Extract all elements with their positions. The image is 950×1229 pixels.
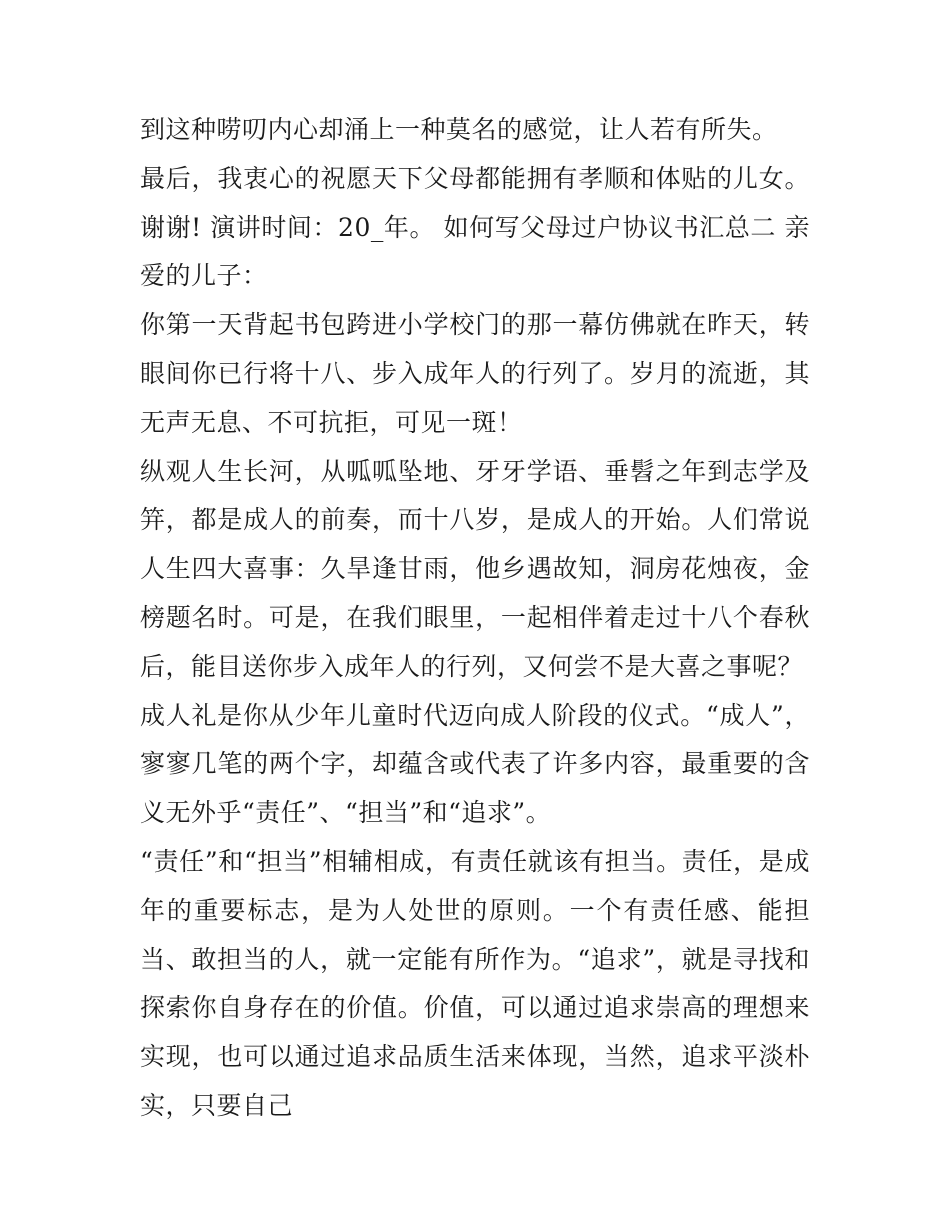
paragraph-4: 纵观人生长河，从呱呱坠地、牙牙学语、垂髫之年到志学及笄，都是成人的前奏，而十八岁，是成人的开始。人们常说人生四大喜事：久旱逢甘雨，他乡遇故知，洞房花烛夜，金榜题名时。可是，在我们眼里，一起相伴着走过十八个春秋后，能目送你步入成年人的行列，又何尝不是大喜之事呢？ — [140, 456, 810, 681]
paragraph-6: “责任”和“担当”相辅相成，有责任就该有担当。责任，是成年的重要标志，是为人处世的原则。一个有责任感、能担当、敢担当的人，就一定能有所作为。“追求”，就是寻找和探索你自身存在的价值。价值，可以通过追求崇高的理想来实现，也可以通过追求品质生活来体现，当然，追求平淡朴实，只要自己 — [140, 846, 810, 1120]
paragraph-2: 最后，我衷心的祝愿天下父母都能拥有孝顺和体贴的儿女。谢谢! 演讲时间：20_年。 如何写父母过户协议书汇总二 亲爱的儿子： — [140, 163, 810, 291]
paragraph-1: 到这种唠叨内心却涌上一种莫名的感觉，让人若有所失。 — [140, 115, 778, 144]
paragraph-3: 你第一天背起书包跨进小学校门的那一幕仿佛就在昨天，转眼间你已行将十八、步入成年人的行列了。岁月的流逝，其无声无息、不可抗拒，可见一斑！ — [140, 310, 810, 437]
document-body — [140, 106, 810, 1131]
paragraph-5: 成人礼是你从少年儿童时代迈向成人阶段的仪式。“成人”，寥寥几笔的两个字，却蕴含或代表了许多内容，最重要的含义无外乎“责任”、“担当”和“追求”。 — [140, 700, 810, 828]
